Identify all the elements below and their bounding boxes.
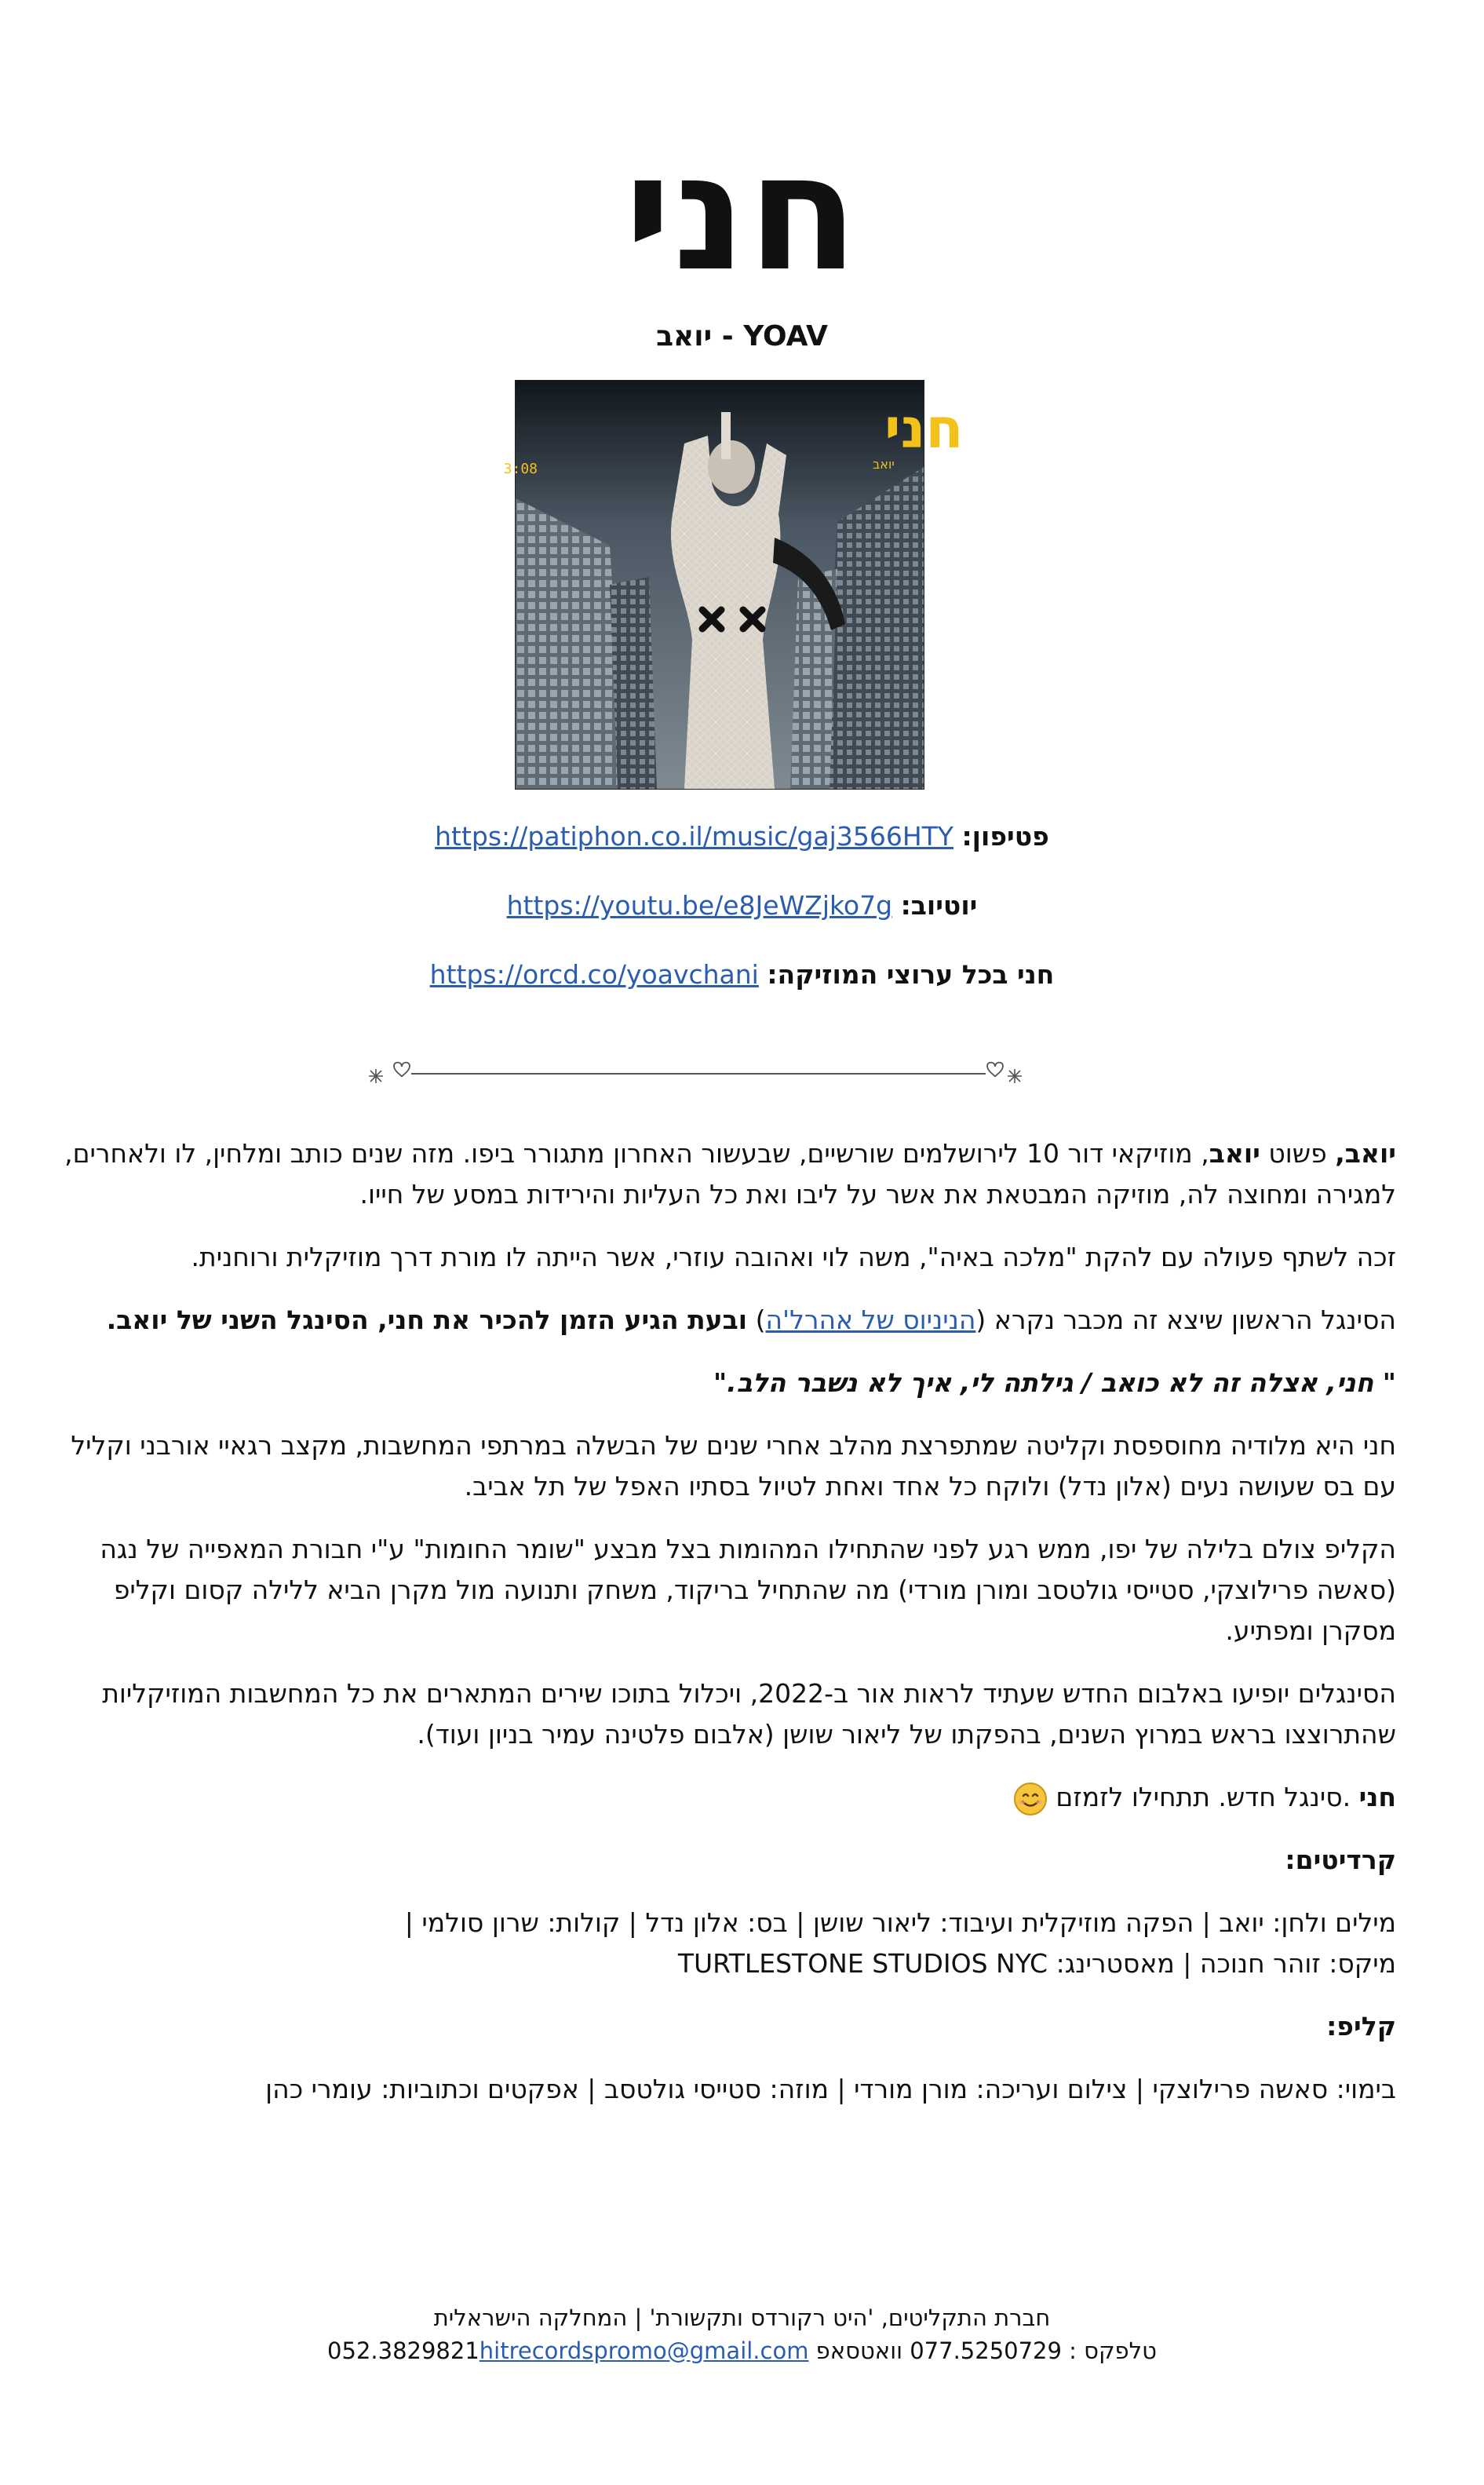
paragraph-intro (46, 1133, 1396, 1215)
orcd-link[interactable]: https://orcd.co/yoavchani (429, 959, 759, 990)
heart-icon (394, 1063, 410, 1077)
clip-credits: בימוי: סאשה פרילוצקי | צילום ועריכה: מורן מורדי | מוזה: סטייסי גולטסב | אפקטים וכתוביות: עומרי כהן (265, 2074, 1396, 2104)
paragraph-collab: זכה לשתף פעולה עם להקת "מלכה באיה", משה לוי ואהובה עוזרי, אשר הייתה לו מורת דרך מוזיקלית ורוחנית. (191, 1242, 1396, 1272)
credits-line: מיקס: זוהר חנוכה | מאסטרינג: TURTLESTONE STUDIOS NYC (677, 1948, 1396, 1979)
decorative-divider (361, 1055, 1036, 1086)
cover-title: חני (884, 396, 964, 461)
text-bold: ובעת הגיע הזמן להכיר את חני, הסינגל השני של יואב. (106, 1305, 748, 1335)
text-fragment: , מוזיקאי דור 10 לירושלמים שורשיים, שבעשור האחרון מתגורר ביפו. מזה שנים כותב ומלחין, לו ולאחרים, למגירה ומחוצה לה, מוזיקה המבטאת את אשר על ליבו ואת כל העליות והירידות במסע של חייו. (64, 1138, 1396, 1210)
link-row-patiphon (0, 821, 1484, 852)
paragraph-new-single (46, 1777, 1396, 1818)
text-fragment: הסינגל הראשון שיצא זה מכבר נקרא ( (975, 1305, 1396, 1335)
cover-subtitle: יואב (873, 457, 895, 472)
credits-heading: קרדיטים: (1285, 1845, 1396, 1875)
artist-bold: יואב, (1335, 1138, 1396, 1169)
text-fragment: ) (747, 1305, 766, 1335)
credits-list (46, 1903, 1396, 1984)
link-label: פטיפון: (961, 821, 1049, 852)
artist-bold: יואב (1209, 1138, 1260, 1169)
link-row-youtube (0, 890, 1484, 921)
page-title: חני (624, 120, 860, 307)
footer-contact (0, 2334, 1484, 2367)
smile-emoji-icon (1013, 1782, 1048, 1816)
clip-heading: קליפ: (1326, 2011, 1396, 2042)
youtube-link[interactable]: https://youtu.be/e8JeWZjko7g (506, 890, 893, 921)
text-fragment: פשוט (1260, 1138, 1336, 1169)
footer-email-link[interactable]: hitrecordspromo@gmail.com (479, 2337, 809, 2364)
link-label: יוטיוב: (900, 890, 978, 921)
cover-duration: 3:08 (503, 461, 538, 477)
credits-line: מילים ולחן: יואב | הפקה מוזיקלית ועיבוד: ליאור שושן | בס: אלון נדל | קולות: שרון סולמי | (404, 1907, 1396, 1938)
album-cover-image (503, 380, 964, 790)
paragraph-album: הסינגלים יופיעו באלבום החדש שעתיד לראות אור ב-2022, ויכלול בתוכו שירים המתארים את כל המחשבות המוזיקליות שהתרוצצו בראש במרוץ השנים, בהפקתו של ליאור שושן (אלבום פלטינה עמיר בניון ועוד). (102, 1678, 1396, 1750)
song-quote: " חני, אצלה זה לא כואב / גילתה לי, איך לא נשבר הלב." (713, 1367, 1396, 1398)
body-content (46, 1133, 1396, 2132)
footer-phone: טלפקס : 077.5250729 וואטסאפ 052.3829821 (327, 2337, 1157, 2364)
text-bold: חני (1358, 1782, 1396, 1812)
heart-icon (987, 1063, 1003, 1077)
footer (0, 2301, 1484, 2367)
footer-company: חברת התקליטים, 'היט רקורדס ותקשורת' | המחלקה הישראלית (433, 2304, 1051, 2331)
text-fragment: .סינגל חדש. תתחילו לזמזם (1047, 1782, 1359, 1812)
artist-name: YOAV - יואב (656, 320, 828, 352)
paragraph-first-single (46, 1300, 1396, 1341)
paragraph-clip: הקליפ צולם בלילה של יפו, ממש רגע לפני שהתחילו המהומות בצל מבצע "שומר החומות" ע"י חבורת המאפייה של נגה (סאשה פרילוצקי, סטייסי גולטסב ומורן מורדי) מה שהתחיל בריקוד, משחק ותנועה מול מקרן הביא ללילה קסום וקליפ מסקרן ומפתיע. (100, 1534, 1396, 1646)
link-label: חני בכל ערוצי המוזיקה: (767, 959, 1055, 990)
star-icon (1008, 1069, 1022, 1083)
paragraph-melody: חני היא מלודיה מחוספסת וקליטה שמתפרצת מהלב אחרי שנים של הבשלה במרתפי המחשבות, מקצב רגאיי אורבני וקליל עם בס שעושה נעים (אלון נדל) ולוקח כל אחד ואחת לטיול בסתיו האפל של תל אביב. (71, 1430, 1396, 1502)
star-icon (369, 1069, 383, 1083)
patiphon-link[interactable]: https://patiphon.co.il/music/gaj3566HTY (435, 821, 953, 852)
link-row-all-channels (0, 959, 1484, 990)
cover-artwork (503, 381, 964, 789)
first-single-link[interactable]: הניניוס של אהרל'ה (765, 1305, 976, 1335)
